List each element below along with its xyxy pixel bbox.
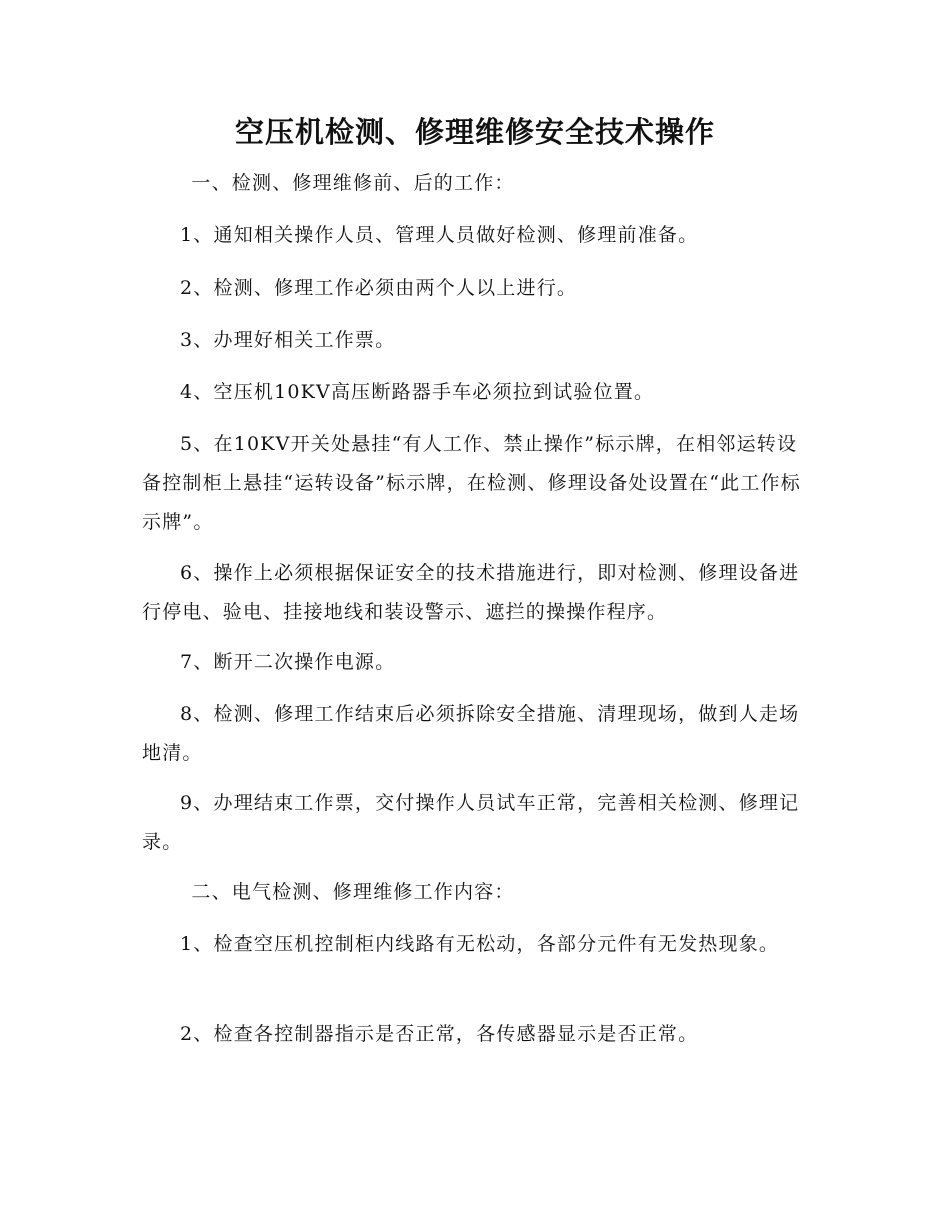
document-title: 空压机检测、修理维修安全技术操作 xyxy=(234,115,715,149)
paragraph-item-7: 7、断开二次操作电源。 xyxy=(180,651,396,673)
paragraph-item-1: 1、通知相关操作人员、管理人员做好检测、修理前准备。 xyxy=(180,224,699,246)
section-heading-1: 一、检测、修理维修前、后的工作： xyxy=(191,172,515,194)
paragraph-item-5: 5、在10KV开关处悬挂“有人工作、禁止操作”标示牌，在相邻运转设备控制柜上悬挂“运转设备”标示牌，在检测、修理设备处设置在“此工作标示牌”。 xyxy=(142,433,801,533)
paragraph-item-4: 4、空压机10KV高压断路器手车必须拉到试验位置。 xyxy=(180,381,655,403)
paragraph-item-10: 1、检查空压机控制柜内线路有无松动，各部分元件有无发热现象。 xyxy=(180,933,780,955)
paragraph-item-9: 9、办理结束工作票，交付操作人员试车正常，完善相关检测、修理记录。 xyxy=(142,792,800,853)
paragraph-item-3: 3、办理好相关工作票。 xyxy=(180,329,396,351)
paragraph-item-6: 6、操作上必须根据保证安全的技术措施进行，即对检测、修理设备进行停电、验电、挂接地线和装设警示、遮拦的操操作程序。 xyxy=(142,562,800,623)
paragraph-item-11: 2、检查各控制器指示是否正常，各传感器显示是否正常。 xyxy=(180,1023,699,1045)
section-heading-2: 二、电气检测、修理维修工作内容： xyxy=(191,881,515,903)
paragraph-item-8: 8、检测、修理工作结束后必须拆除安全措施、清理现场，做到人走场地清。 xyxy=(142,703,800,764)
paragraph-item-2: 2、检测、修理工作必须由两个人以上进行。 xyxy=(180,277,578,299)
